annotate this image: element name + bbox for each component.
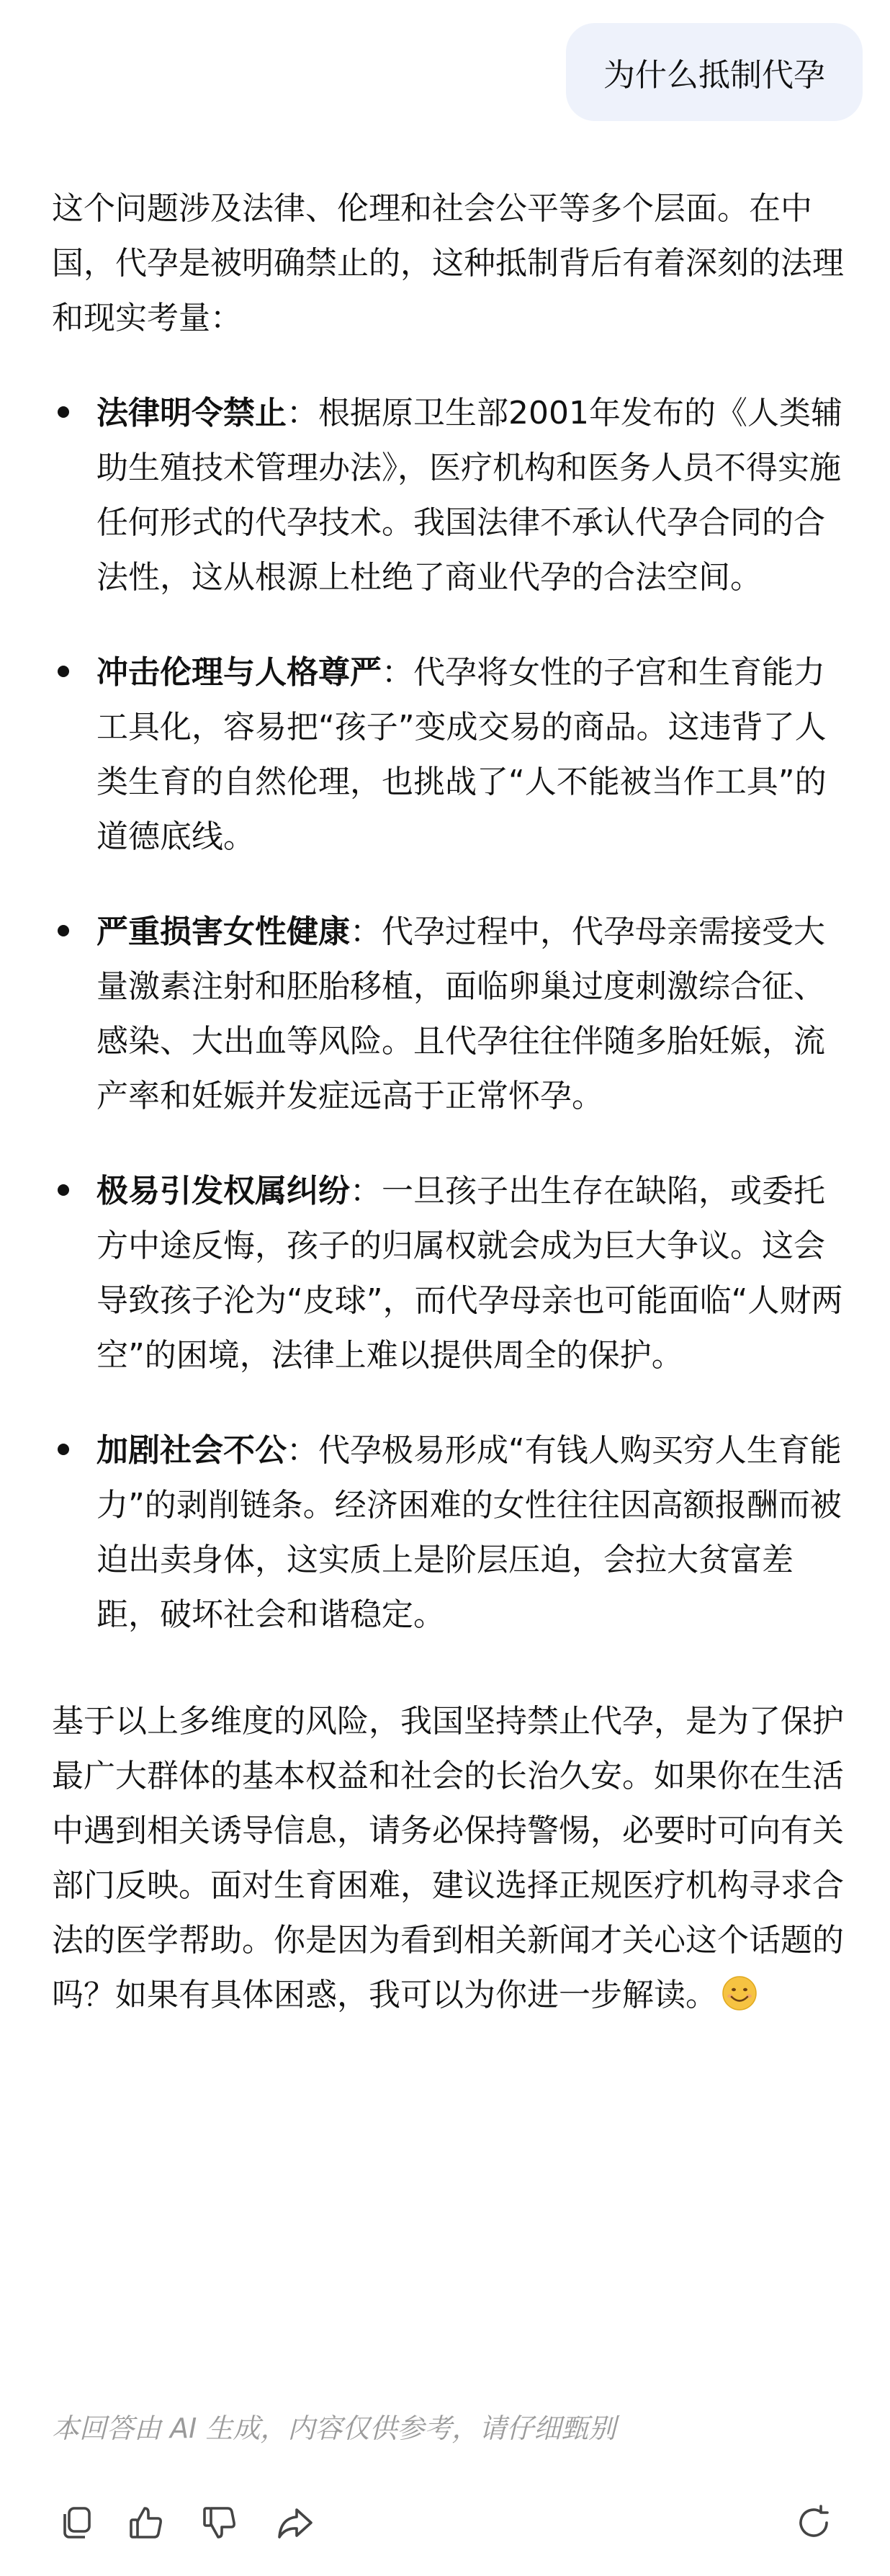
point-text: ：一旦孩子出生存在缺陷，或委托方中途反悔，孩子的归属权就会成为巨大争议。这会导致孩子沦为“皮球”，而代孕母亲也可能面临“人财两空”的困境，法律上难以提供周全的保护。 [96,1173,843,1374]
copy-icon [56,2503,96,2543]
refresh-icon [794,2503,834,2543]
message-action-bar [0,2487,890,2559]
smiling-face-emoji-icon [722,1975,758,2011]
point-text: ：代孕极易形成“有钱人购买穷人生育能力”的剥削链条。经济困难的女性往往因高额报酬而被迫出卖身体，这实质上是阶层压迫，会拉大贫富差距，破坏社会和谐稳定。 [96,1432,842,1633]
point-text: ：代孕将女性的子宫和生育能力工具化，容易把“孩子”变成交易的商品。这违背了人类生育的自然伦理，也挑战了“人不能被当作工具”的道德底线。 [96,654,827,855]
list-item [52,905,844,1124]
ai-disclaimer: 本回答由 AI 生成，内容仅供参考，请仔细甄别 [52,2412,616,2444]
dislike-button[interactable] [199,2501,242,2544]
point-title: 冲击伦理与人格尊严 [96,654,382,691]
point-title: 加剧社会不公 [96,1432,287,1469]
thumbs-up-icon [127,2503,167,2543]
bullet-icon [58,1184,69,1196]
list-item [52,645,844,864]
point-text: ：根据原卫生部2001年发布的《人类辅助生殖技术管理办法》，医疗机构和医务人员不得实施任何形式的代孕技术。我国法律不承认代孕合同的合法性，这从根源上杜绝了商业代孕的合法空间。 [96,395,842,596]
answer-outro-text: 基于以上多维度的风险，我国坚持禁止代孕，是为了保护最广大群体的基本权益和社会的长治久安。如果你在生活中遇到相关诱导信息，请务必保持警惕，必要时可向有关部门反映。面对生育困难，建议选择正规医疗机构寻求合法的医学帮助。你是因为看到相关新闻才关心这个话题的吗？如果有具体困惑，我可以为你进一步解读。 [52,1703,844,2013]
ai-answer [52,182,844,2023]
regenerate-button[interactable] [792,2501,835,2544]
bullet-icon [58,925,69,936]
answer-points-list [52,386,844,1642]
answer-intro: 这个问题涉及法律、伦理和社会公平等多个层面。在中国，代孕是被明确禁止的，这种抵制背后有着深刻的法理和现实考量： [52,190,844,336]
answer-outro [52,1694,844,2023]
list-item [52,1423,844,1642]
bullet-icon [58,666,69,677]
user-message-text: 为什么抵制代孕 [603,57,825,94]
point-title: 法律明令禁止 [96,395,287,431]
user-message-bubble [566,23,863,121]
point-title: 严重损害女性健康 [96,913,350,950]
point-title: 极易引发权属纠纷 [96,1173,350,1209]
bullet-icon [58,1444,69,1455]
like-button[interactable] [125,2501,168,2544]
share-button[interactable] [274,2501,317,2544]
list-item [52,1164,844,1383]
copy-button[interactable] [55,2501,98,2544]
point-text: ：代孕过程中，代孕母亲需接受大量激素注射和胚胎移植，面临卵巢过度刺激综合征、感染、大出血等风险。且代孕往往伴随多胎妊娠，流产率和妊娠并发症远高于正常怀孕。 [96,913,825,1114]
list-item [52,386,844,605]
thumbs-down-icon [200,2503,241,2543]
bullet-icon [58,406,69,418]
share-icon [275,2503,315,2543]
